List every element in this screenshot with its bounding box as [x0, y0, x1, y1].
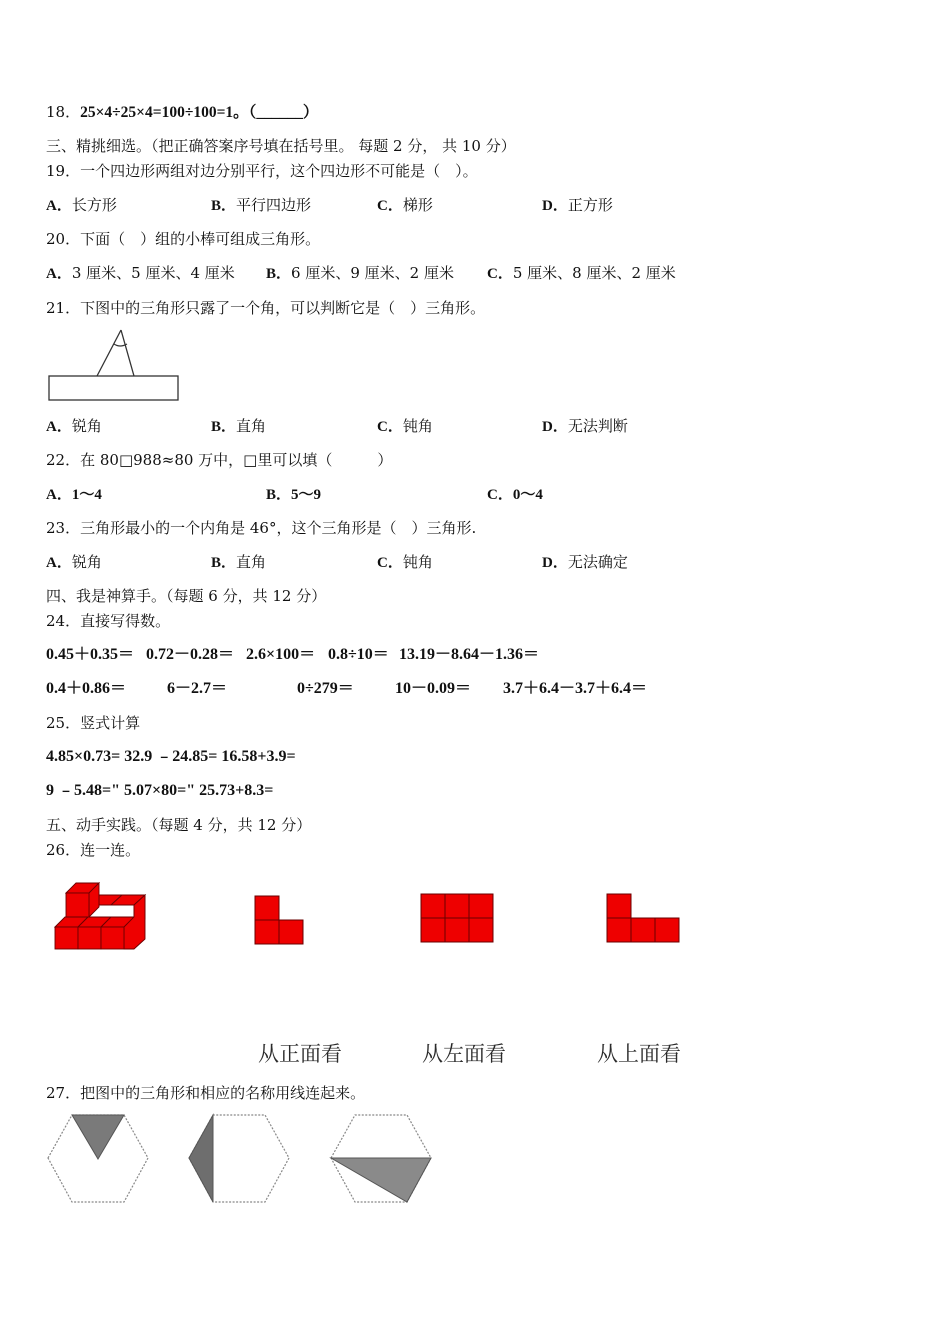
option-b[interactable]: B．直角: [211, 417, 267, 435]
option-a[interactable]: A．1～4: [46, 487, 102, 503]
question-24-text: 24．直接写得数。: [46, 612, 171, 630]
view-label-left[interactable]: 从左面看: [422, 1042, 506, 1066]
hexagon-figure-2[interactable]: [188, 1114, 290, 1204]
question-number: 18．: [46, 103, 81, 121]
question-20-text: 20．下面（ ）组的小棒可组成三角形。: [46, 230, 321, 248]
option-c[interactable]: C．梯形: [377, 196, 433, 214]
option-d[interactable]: D．无法确定: [542, 553, 628, 571]
calc-item: 6－2.7＝: [167, 680, 228, 697]
calc-item: 0.8÷10＝: [328, 646, 389, 663]
question-21-text: 21．下图中的三角形只露了一个角，可以判断它是（ ）三角形。: [46, 299, 486, 317]
calc-item: 0.45＋0.35＝: [46, 646, 135, 663]
view-label-front[interactable]: 从正面看: [258, 1042, 342, 1066]
top-view-figure[interactable]: [606, 893, 680, 945]
question-27-text: 27．把图中的三角形和相应的名称用线连起来。: [46, 1084, 366, 1102]
section-3-title: 三、精挑细选。（把正确答案序号填在括号里。 每题 2 分， 共 10 分）: [46, 137, 516, 155]
option-a[interactable]: A．锐角: [46, 553, 102, 571]
option-c[interactable]: C．钝角: [377, 553, 433, 571]
left-view-figure[interactable]: [420, 893, 494, 945]
option-d[interactable]: D．无法判断: [542, 417, 628, 435]
question-26-text: 26．连一连。: [46, 841, 141, 859]
section-4-title: 四、我是神算手。（每题 6 分，共 12 分）: [46, 587, 327, 605]
hexagon-figure-3[interactable]: [330, 1114, 432, 1204]
question-25-text: 25．竖式计算: [46, 714, 141, 732]
calc-item: 3.7＋6.4－3.7＋6.4＝: [503, 680, 648, 697]
option-a[interactable]: A．长方形: [46, 196, 117, 214]
calc-item: 0.72－0.28＝: [146, 646, 235, 663]
question-19-text: 19．一个四边形两组对边分别平行，这个四边形不可能是（ ）。: [46, 162, 478, 180]
triangle-partially-hidden-figure: [48, 328, 180, 402]
calc-item: 10－0.09＝: [395, 680, 472, 697]
vertical-calc-row: 4.85×0.73= 32.9 ﹣24.85= 16.58+3.9=: [46, 748, 296, 765]
front-view-figure[interactable]: [254, 895, 306, 947]
option-a[interactable]: A．锐角: [46, 417, 102, 435]
option-b[interactable]: B．6 厘米、9 厘米、2 厘米: [266, 264, 454, 282]
option-c[interactable]: C．钝角: [377, 417, 433, 435]
vertical-calc-row: 9 ﹣5.48=" 5.07×80=" 25.73+8.3=: [46, 782, 274, 799]
cube-stack-figure: [54, 882, 150, 954]
option-c[interactable]: C．5 厘米、8 厘米、2 厘米: [487, 264, 676, 282]
hexagon-figure-1[interactable]: [47, 1114, 149, 1204]
question-18-formula: 25×4÷25×4=100÷100=1。（______）: [80, 104, 319, 121]
calc-item: 13.19－8.64－1.36＝: [399, 646, 540, 663]
question-18: [46, 102, 318, 123]
option-b[interactable]: B．5～9: [266, 487, 322, 503]
option-b[interactable]: B．直角: [211, 553, 267, 571]
calc-item: 0.4＋0.86＝: [46, 680, 127, 697]
view-label-top[interactable]: 从上面看: [597, 1042, 681, 1066]
question-22-text: 22．在 80□988≈80 万中，□里可以填（ ）: [46, 451, 393, 469]
option-b[interactable]: B．平行四边形: [211, 196, 312, 214]
calc-item: 0÷279＝: [297, 680, 354, 697]
option-d[interactable]: D．正方形: [542, 196, 613, 214]
option-c[interactable]: C．0～4: [487, 487, 543, 503]
calc-item: 2.6×100＝: [246, 646, 316, 663]
option-a[interactable]: A．3 厘米、5 厘米、4 厘米: [46, 264, 235, 282]
question-23-text: 23．三角形最小的一个内角是 46°，这个三角形是（ ）三角形.: [46, 519, 477, 537]
section-5-title: 五、动手实践。（每题 4 分，共 12 分）: [46, 816, 312, 834]
